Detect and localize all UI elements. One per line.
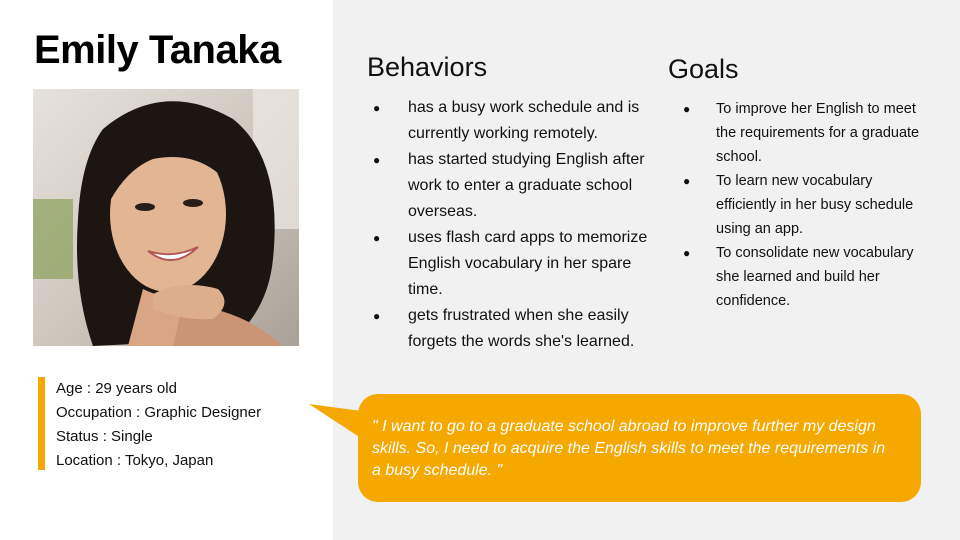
quote-text: " I want to go to a graduate school abroad to improve further my design skills. So, I need to acquire the English skills to meet the requirements in a busy schedule. " — [372, 418, 886, 479]
bullet-icon: ● — [683, 102, 691, 116]
portrait-photo-icon — [33, 89, 299, 346]
bullet-icon: ● — [373, 153, 381, 167]
goals-list — [680, 97, 930, 313]
behaviors-list — [370, 95, 652, 355]
persona-photo — [33, 89, 299, 346]
goals-heading: Goals — [668, 54, 739, 84]
list-item: ● To consolidate new vocabulary she learned and build her confidence. — [680, 241, 930, 313]
age-label: Age : 29 years old — [56, 380, 177, 397]
status-label: Status : Single — [56, 428, 153, 445]
occupation-label: Occupation : Graphic Designer — [56, 404, 262, 421]
list-item: ● To improve her English to meet the requirements for a graduate school. — [680, 97, 930, 169]
list-item: ● gets frustrated when she easily forgets the words she's learned. — [370, 303, 652, 355]
behaviors-heading: Behaviors — [367, 52, 488, 82]
list-item: ● uses flash card apps to memorize English vocabulary in her spare time. — [370, 225, 652, 303]
bullet-icon: ● — [683, 174, 691, 188]
bullet-icon: ● — [683, 246, 691, 260]
list-item: ● has a busy work schedule and is currently working remotely. — [370, 95, 652, 147]
list-item: ● has started studying English after work to enter a graduate school overseas. — [370, 147, 652, 225]
persona-info-block — [38, 377, 261, 470]
bullet-icon: ● — [373, 231, 381, 245]
location-label: Location : Tokyo, Japan — [56, 452, 214, 469]
list-item: ● To learn new vocabulary efficiently in her busy schedule using an app. — [680, 169, 930, 241]
bullet-icon: ● — [373, 101, 381, 115]
persona-name: Emily Tanaka — [34, 28, 281, 72]
bullet-icon: ● — [373, 309, 381, 323]
